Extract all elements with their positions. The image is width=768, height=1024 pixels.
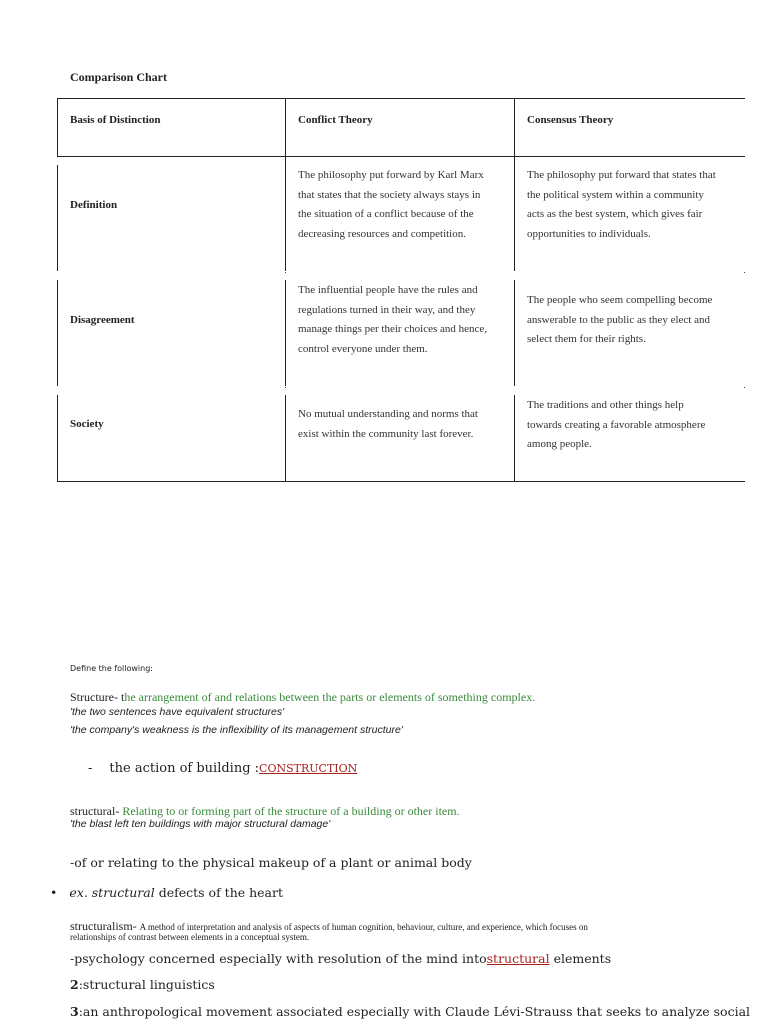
cell-line: exist within the community last forever. <box>298 427 474 440</box>
structural-def-text: Relating to or forming part of the structure of a building or other item. <box>122 804 460 818</box>
item-number: 3 <box>70 1004 79 1019</box>
header-conflict: Conflict Theory <box>298 114 373 126</box>
cell-line: that states that the society always stays in <box>298 188 481 201</box>
table-rule <box>285 98 286 157</box>
cell-line: acts as the best system, which gives fair <box>527 208 703 220</box>
definition-conflict <box>298 166 484 244</box>
table-rule <box>514 280 515 386</box>
numbered-item-3 <box>70 1004 750 1019</box>
table-rule-dot <box>285 387 286 388</box>
structure-definition <box>70 690 535 705</box>
table-rule <box>514 395 515 482</box>
table-rule <box>57 395 58 482</box>
term-structure: Structure- t <box>70 690 125 704</box>
chart-title: Comparison Chart <box>70 70 168 84</box>
cell-line: answerable to the public as they elect and <box>527 313 710 326</box>
definition-consensus <box>527 166 716 244</box>
example-italic: ex. structural <box>69 885 155 900</box>
building-text: the action of building : <box>109 761 260 776</box>
building-line <box>88 761 357 776</box>
society-conflict <box>298 405 478 444</box>
term-structuralism: structuralism- <box>70 919 140 933</box>
cell-line: No mutual understanding and norms that <box>298 408 478 420</box>
cell-line: among people. <box>527 438 592 450</box>
structuralism-def-line2: relationships of contrast between elements in a conceptual system. <box>70 932 310 942</box>
cell-line: The philosophy put forward by Karl Marx <box>298 169 484 181</box>
cell-line: the situation of a conflict because of the <box>298 208 474 220</box>
row-label-society: Society <box>70 418 104 430</box>
cell-line: decreasing resources and competition. <box>298 227 466 240</box>
table-rule <box>285 395 286 482</box>
cell-line: opportunities to individuals. <box>527 227 651 240</box>
cell-line: the political system within a community <box>527 188 704 201</box>
table-rule <box>57 156 745 157</box>
example-rest: defects of the heart <box>154 885 284 900</box>
cell-line: towards creating a favorable atmosphere <box>527 418 706 431</box>
table-rule-dot <box>744 387 745 388</box>
numbered-item-2 <box>70 977 215 992</box>
structuralism-def-line1: A method of interpretation and analysis of aspects of human cognition, behaviour, culture, and experience, which focuses on <box>139 922 588 932</box>
psychology-line <box>70 951 611 966</box>
structural-definition <box>70 804 460 819</box>
header-basis: Basis of Distinction <box>70 114 161 126</box>
cell-line: regulations turned in their way, and they <box>298 303 476 316</box>
define-heading: Define the following: <box>70 664 153 673</box>
cell-line: select them for their rights. <box>527 333 646 345</box>
table-rule <box>57 280 58 386</box>
table-rule <box>57 481 745 482</box>
dash-bullet: - <box>88 761 93 776</box>
psych-text: -psychology concerned especially with resolution of the mind into <box>70 951 487 966</box>
item-text: :an anthropological movement associated especially with Claude Lévi-Strauss that seeks to analyze social <box>78 1004 751 1019</box>
row-label-disagreement: Disagreement <box>70 314 135 326</box>
header-consensus: Consensus Theory <box>527 114 614 126</box>
table-rule <box>285 280 286 386</box>
term-structural: structural- <box>70 804 123 818</box>
cell-line: manage things per their choices and hence, <box>298 323 488 335</box>
structure-def-text: he arrangement of and relations between the parts or elements of something complex. <box>124 690 536 704</box>
structure-example-1: 'the two sentences have equivalent structures' <box>70 706 285 718</box>
disagreement-consensus <box>527 291 712 350</box>
disagreement-conflict <box>298 281 487 359</box>
society-consensus <box>527 396 705 455</box>
physical-makeup-line: -of or relating to the physical makeup of a plant or animal body <box>70 855 472 870</box>
structural-example: 'the blast left ten buildings with major structural damage' <box>70 818 331 830</box>
table-rule <box>57 98 58 157</box>
cell-line: The influential people have the rules and <box>298 284 478 296</box>
comparison-table <box>57 98 745 482</box>
structure-example-2: 'the company's weakness is the inflexibility of its management structure' <box>70 724 403 736</box>
bullet: • <box>50 885 58 900</box>
item-number: 2 <box>70 977 79 992</box>
table-rule <box>57 98 745 99</box>
structural-link[interactable]: structural <box>486 951 550 966</box>
cell-line: The traditions and other things help <box>527 399 684 411</box>
table-rule <box>514 98 515 157</box>
bullet-example-line <box>50 885 283 900</box>
row-label-definition: Definition <box>70 199 118 211</box>
table-rule <box>285 156 286 271</box>
cell-line: The people who seem compelling become <box>527 294 713 306</box>
cell-line: control everyone under them. <box>298 342 428 355</box>
construction-link[interactable]: CONSTRUCTION <box>259 762 358 775</box>
table-rule-dot <box>744 272 745 273</box>
table-rule <box>57 165 58 271</box>
item-text: :structural linguistics <box>78 977 215 992</box>
table-rule <box>514 156 515 271</box>
psych-post: elements <box>549 951 612 966</box>
cell-line: The philosophy put forward that states that <box>527 169 716 181</box>
table-rule-dot <box>285 272 286 273</box>
